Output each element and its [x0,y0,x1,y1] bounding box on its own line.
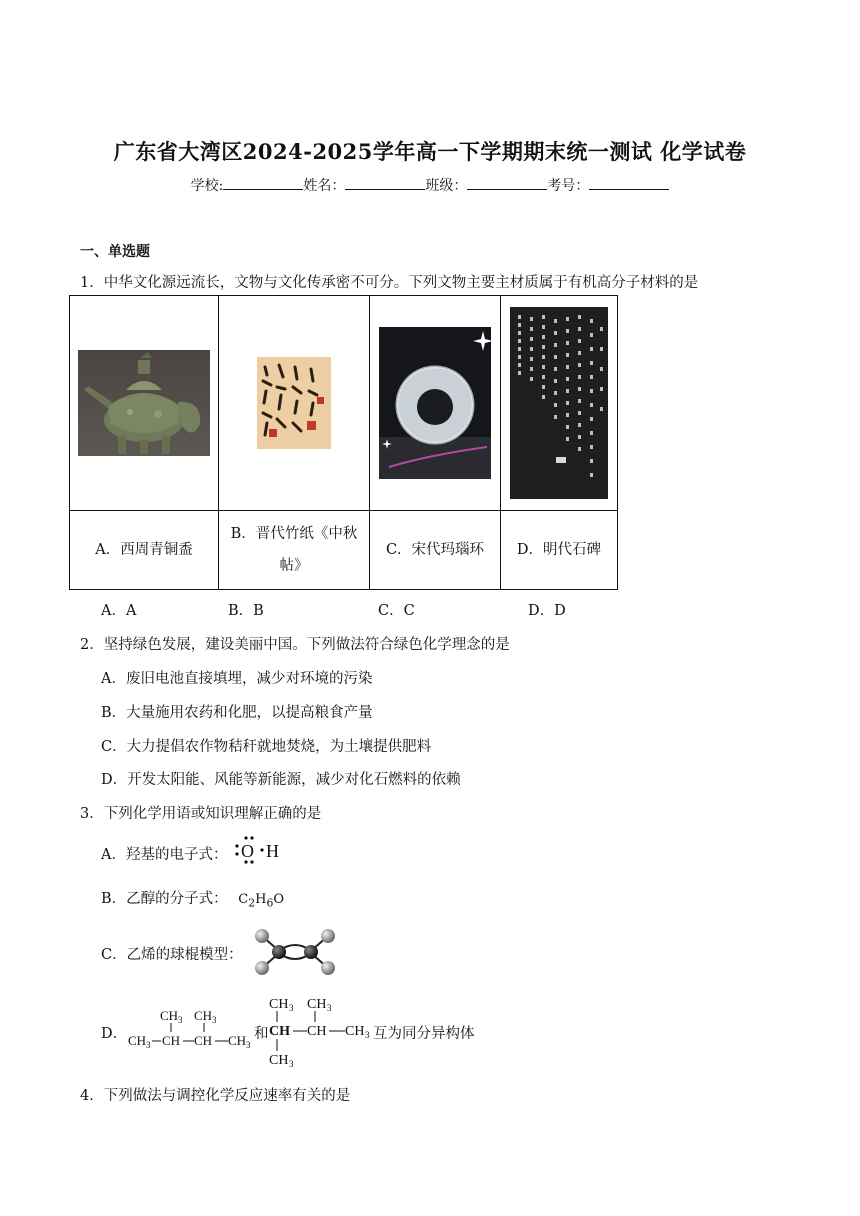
relic-label-b-line2: 帖》 [279,558,309,574]
q3-option-a-label: A．羟基的电子式： [101,847,228,863]
hydroxyl-o-text: O [241,841,254,861]
svg-text:CH: CH [228,1033,247,1048]
svg-text:3: 3 [212,1015,217,1025]
agate-ring-image [379,327,491,479]
svg-text:3: 3 [146,1040,151,1050]
q3-option-d[interactable] [101,1022,127,1043]
neopentane-like-structure [267,994,373,1074]
svg-text:CH: CH [269,1053,289,1068]
student-info-line [0,174,860,195]
ethanol-o: O [273,892,285,907]
q1-option-c[interactable]: C．C [378,603,415,619]
relic-label-b [219,511,370,590]
section-title: 一、单选题 [80,244,150,260]
ethanol-h-sub: 6 [266,896,274,910]
relic-image-cell-a [70,296,219,511]
q1-relics-table [69,295,618,590]
school-label: 学校: [190,178,224,194]
id-blank [589,174,669,190]
svg-text:CH: CH [194,1008,213,1023]
relic-label-d: D．明代石碑 [501,511,618,590]
school-blank [223,174,303,190]
svg-text:CH: CH [269,1024,290,1039]
q1-option-b[interactable]: B．B [228,603,264,619]
svg-text:CH: CH [194,1033,213,1048]
isopentane-structure [128,1004,254,1058]
name-blank [345,174,425,190]
q3-option-c[interactable] [101,943,243,964]
svg-text:3: 3 [289,1059,294,1069]
q2-option-b[interactable]: B．大量施用农药和化肥，以提高粮食产量 [101,705,373,721]
q2-option-a[interactable]: A．废旧电池直接填埋，减少对环境的污染 [101,671,373,687]
svg-text:CH: CH [345,1024,365,1039]
q2-option-c[interactable]: C．大力提倡农作物秸秆就地焚烧，为土壤提供肥料 [101,739,432,755]
bamboo-paper-calligraphy-image [257,357,331,449]
class-label: 班级： [425,178,468,194]
svg-text:CH: CH [160,1008,179,1023]
ming-stele-image [510,307,608,499]
svg-text:CH: CH [307,1024,327,1039]
relic-label-c: C．宋代玛瑙环 [370,511,501,590]
q4-stem: 4．下列做法与调控化学反应速率有关的是 [80,1088,351,1104]
q1-option-a[interactable]: A．A [101,603,137,619]
name-label: 姓名： [303,178,346,194]
ethanol-h: H [255,892,267,907]
q2-option-d[interactable]: D．开发太阳能、风能等新能源，减少对化石燃料的依赖 [101,772,461,788]
svg-text:3: 3 [246,1040,251,1050]
svg-text:CH: CH [162,1033,181,1048]
q3-option-d-label: D． [101,1026,128,1042]
q1-option-d[interactable]: D．D [528,603,566,619]
svg-text:3: 3 [289,1003,294,1013]
q3-option-d-suffix: 互为同分异构体 [373,1026,475,1042]
ethanol-formula [238,892,285,910]
svg-text:CH: CH [128,1033,147,1048]
q1-stem: 1．中华文化源远流长，文物与文化传承密不可分。下列文物主要主材质属于有机高分子材料的是 [80,275,699,291]
hydroxyl-h-text: H [266,841,279,861]
id-label: 考号： [547,178,590,194]
ethanol-c-sub: 2 [248,896,256,910]
class-blank [467,174,547,190]
q3-option-b-label: B．乙醇的分子式： [101,891,228,907]
hydroxyl-electron-formula [234,835,284,869]
svg-text:3: 3 [365,1030,370,1040]
relic-label-b-line1: B．晋代竹纸《中秋 [230,526,358,542]
relic-image-cell-d [501,296,618,511]
bronze-he-vessel-image [78,350,210,456]
svg-text:CH: CH [307,997,327,1012]
q2-stem: 2．坚持绿色发展，建设美丽中国。下列做法符合绿色化学理念的是 [80,637,510,653]
q3-option-c-label: C．乙烯的球棍模型： [101,947,243,963]
relic-label-a: A．西周青铜盉 [70,511,219,590]
q3-option-a[interactable] [101,843,227,864]
ethylene-ball-stick-model [250,926,340,982]
ethanol-c: C [238,892,249,907]
q3-option-b[interactable] [101,887,284,910]
q3-stem: 3．下列化学用语或知识理解正确的是 [80,806,322,822]
exam-title: 广东省大湾区2024-2025学年高一下学期期末统一测试 化学试卷 [113,139,747,164]
svg-text:3: 3 [178,1015,183,1025]
relic-image-cell-b [219,296,370,511]
svg-text:CH: CH [269,997,289,1012]
q3-option-d-and: 和 [254,1026,269,1042]
relic-image-cell-c [370,296,501,511]
svg-text:3: 3 [327,1003,332,1013]
